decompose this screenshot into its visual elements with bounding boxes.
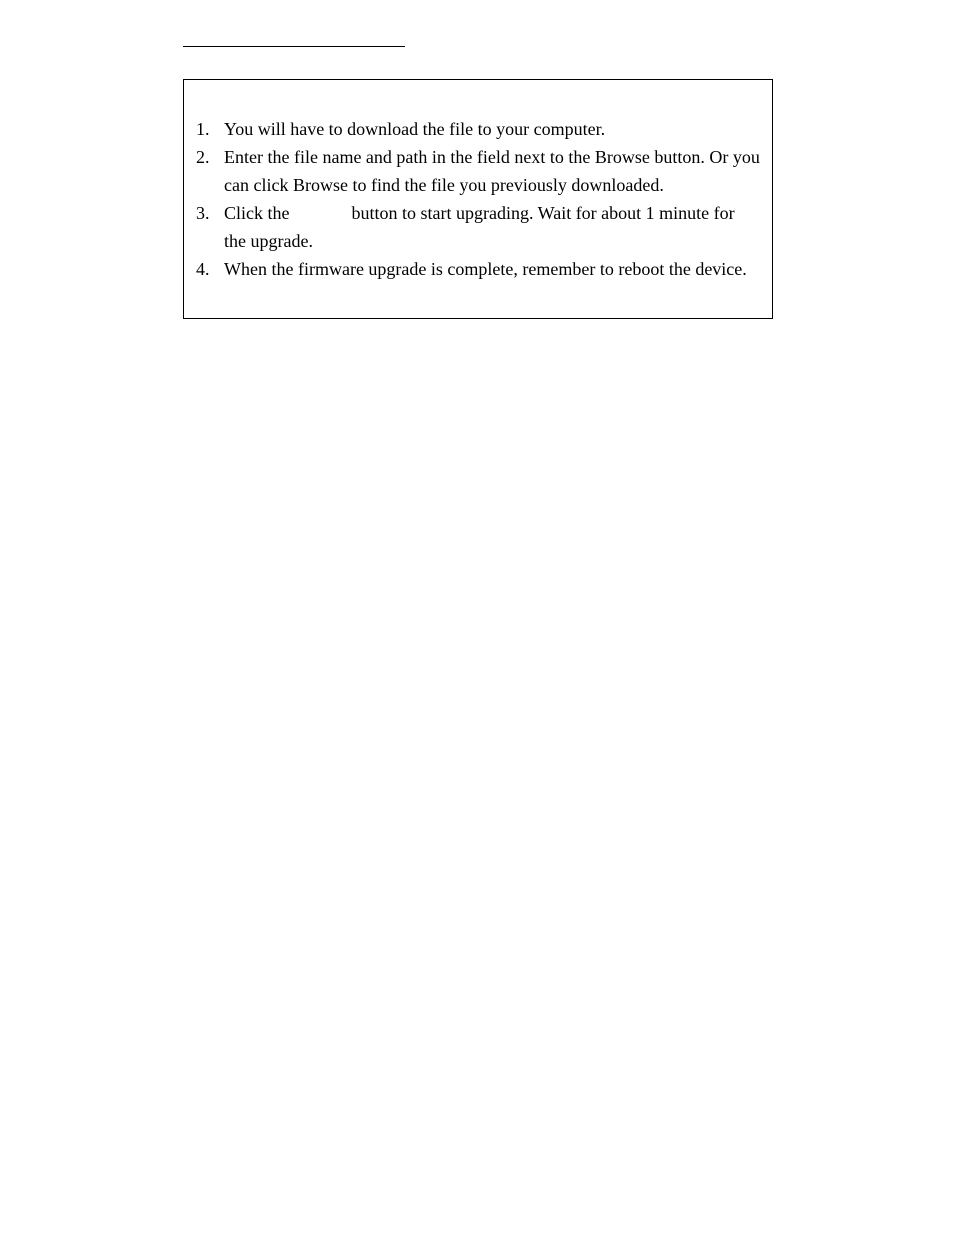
step-text: You will have to download the file to your computer. <box>224 119 606 139</box>
step-text: When the firmware upgrade is complete, remember to reboot the device. <box>224 259 747 279</box>
step-item <box>184 143 772 199</box>
step-number: 3. <box>196 203 210 223</box>
step-item <box>184 199 772 255</box>
step-text-before: Click the <box>224 203 290 223</box>
step-text: Enter the file name and path in the field next to the Browse button. Or you can click Browse to find the file you previously downloaded. <box>224 147 760 195</box>
header-rule <box>183 46 405 47</box>
step-item <box>184 255 772 283</box>
instructions-box <box>183 79 773 319</box>
step-number: 1. <box>196 119 210 139</box>
step-number: 4. <box>196 259 210 279</box>
steps-list <box>184 115 772 283</box>
step-text-after: button to start upgrading. Wait for about 1 minute for the upgrade. <box>224 203 735 251</box>
step-item <box>184 115 772 143</box>
step-number: 2. <box>196 147 210 167</box>
